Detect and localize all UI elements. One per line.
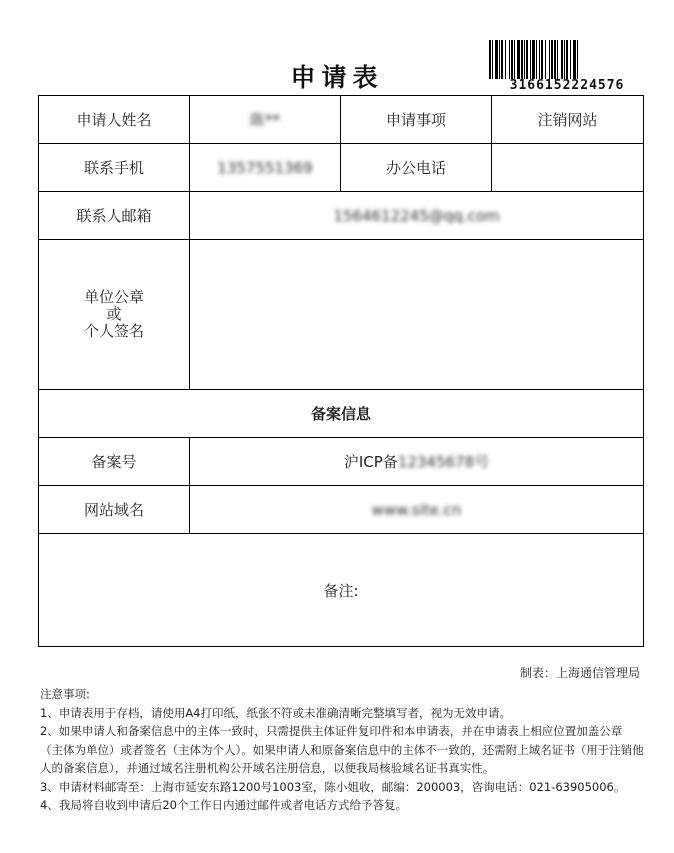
barcode-bar [501, 40, 503, 80]
table-row [39, 96, 644, 144]
table-row [39, 240, 644, 390]
form-maker: 制表：上海通信管理局 [519, 666, 640, 680]
table-row [39, 486, 644, 534]
barcode-bar [570, 40, 571, 80]
table-row [39, 390, 644, 438]
request-item-value[interactable]: 注销网站 [492, 96, 644, 144]
barcode-bar [505, 40, 506, 80]
barcode-bar [551, 40, 553, 80]
barcode-bar [521, 40, 523, 80]
barcode [488, 40, 646, 94]
note-item: 2、如果申请人和备案信息中的主体一致时，只需提供主体证件复印件和本申请表，并在申请表上相应位置加盖公章（主体为单位）或者签名（主体为个人）。如果申请人和原备案信息中的主体不一致的，还需附上域名证书（用于注销他人的备案信息），并通过域名注册机构公开域名注册信息，以便我局核验域名证书真实性。 [40, 724, 644, 775]
table-row [39, 534, 644, 647]
notes-heading: 注意事项: [40, 687, 90, 701]
barcode-bar [492, 40, 493, 80]
record-number-prefix: 沪ICP备 [343, 453, 398, 471]
barcode-bar [509, 40, 510, 80]
applicant-name-value[interactable]: 陈** [190, 96, 341, 144]
seal-label-line2: 或 [106, 305, 122, 323]
barcode-bar [524, 40, 525, 80]
seal-label-line3: 个人签名 [83, 322, 144, 340]
barcode-bar [545, 40, 546, 80]
page-title: 申请表 [290, 63, 384, 92]
barcode-bar [561, 40, 563, 80]
email-value[interactable] [190, 192, 644, 240]
barcode-bar [514, 40, 515, 80]
barcode-bar [530, 40, 531, 80]
record-number-blurred: 12345678号 [397, 453, 490, 471]
note-item: 3、申请材料邮寄至：上海市延安东路1200号1003室，陈小姐收，邮编：200003，咨询电话：021-63905006。 [40, 779, 626, 794]
barcode-bar [564, 40, 565, 80]
table-row [39, 192, 644, 240]
office-phone-label: 办公电话 [341, 144, 492, 192]
site-domain-value-text: www.site.cn [371, 500, 462, 519]
barcode-bar [526, 40, 528, 80]
email-value-text: 1564612245@qq.com [333, 206, 500, 225]
barcode-bar [549, 40, 550, 80]
remarks-cell[interactable] [39, 534, 644, 647]
email-label: 联系人邮箱 [39, 192, 190, 240]
note-item: 4、我局将自收到申请后20个工作日内通过邮件或者电话方式给予答复。 [40, 798, 407, 812]
seal-signature-label [39, 240, 190, 390]
record-number-value[interactable] [190, 438, 644, 486]
barcode-bar [517, 40, 520, 80]
mobile-value[interactable] [190, 144, 341, 192]
mobile-label: 联系手机 [39, 144, 190, 192]
application-form-table [38, 95, 644, 647]
barcode-bar [499, 40, 500, 80]
record-info-header: 备案信息 [39, 390, 644, 438]
barcode-bar [554, 40, 556, 80]
notes-section [40, 685, 645, 815]
barcode-bar [532, 40, 535, 80]
mobile-value-text: 1357551369 [217, 158, 313, 177]
record-number-label: 备案号 [39, 438, 190, 486]
office-phone-value[interactable] [492, 144, 644, 192]
barcode-bar [539, 40, 540, 80]
barcode-bar [566, 40, 568, 80]
barcode-bar [536, 40, 537, 80]
note-item: 1、申请表用于存档，请使用A4打印纸，纸张不符或未准确清晰完整填写者，视为无效申请。 [40, 705, 511, 720]
applicant-name-label: 申请人姓名 [39, 96, 190, 144]
table-row [39, 438, 644, 486]
site-domain-value[interactable] [190, 486, 644, 534]
barcode-bar [511, 40, 513, 80]
barcode-bar [557, 40, 558, 80]
remarks-label: 备注: [323, 581, 359, 600]
barcode-bar [573, 40, 576, 80]
barcode-bar [577, 40, 578, 80]
barcode-bar [541, 40, 543, 80]
site-domain-label: 网站域名 [39, 486, 190, 534]
seal-label-line1: 单位公章 [83, 288, 144, 306]
barcode-bar [489, 40, 491, 80]
request-item-label: 申请事项 [341, 96, 492, 144]
table-row [39, 144, 644, 192]
seal-signature-area[interactable] [190, 240, 644, 390]
barcode-number: 3166152224576 [488, 79, 646, 93]
barcode-bar [495, 40, 498, 80]
